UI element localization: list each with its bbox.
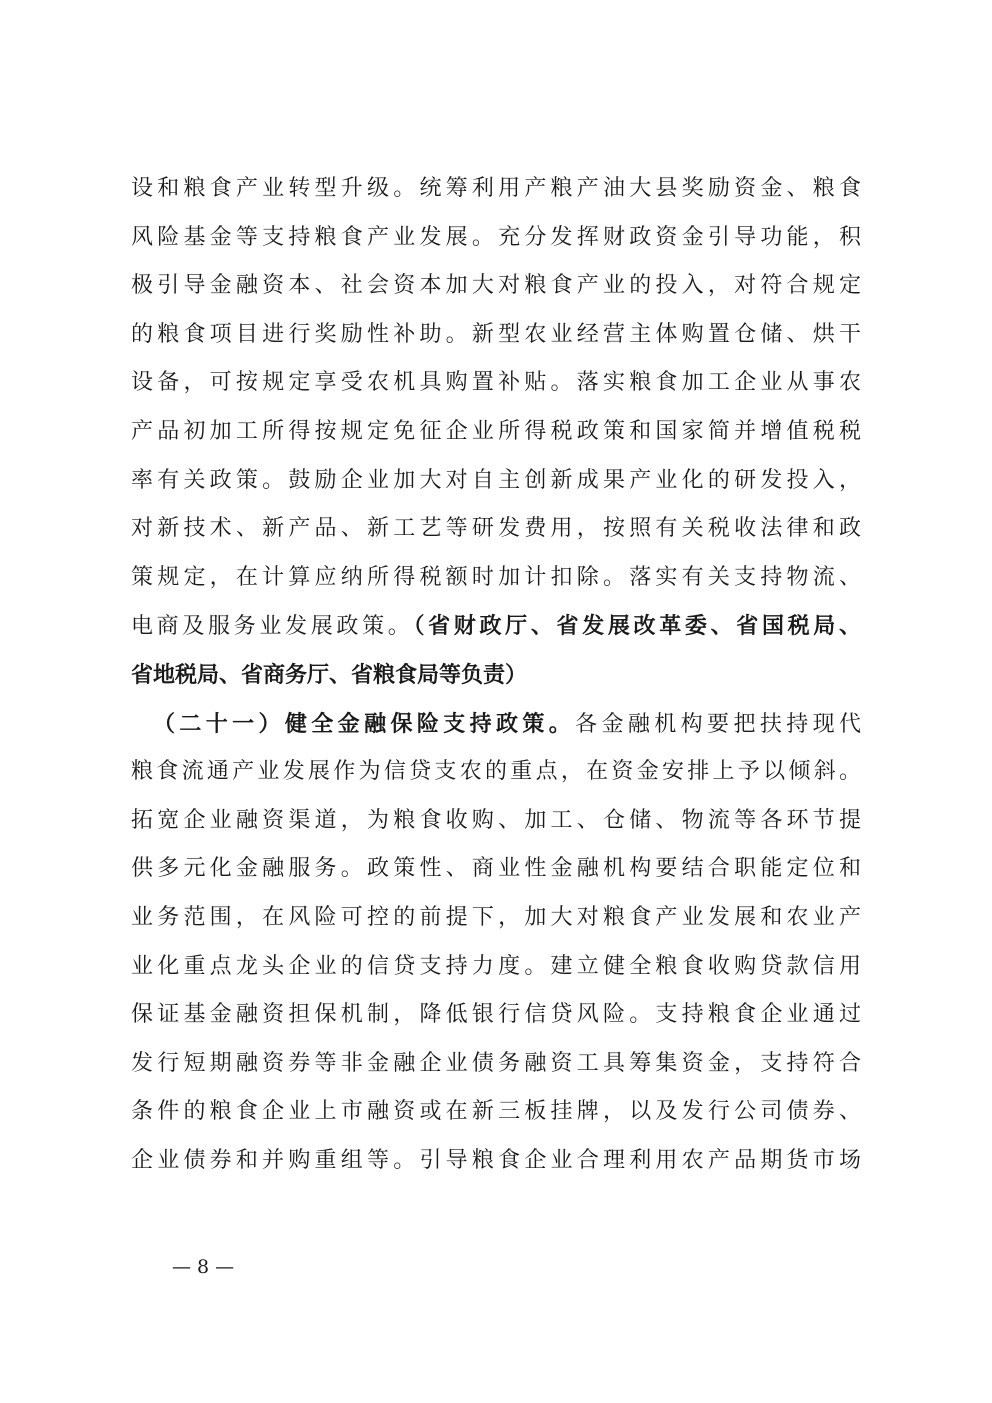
text-line: 极引导金融资本、社会资本加大对粮食产业的投入，对符合规定 [131,273,861,299]
text-line: 保证基金融资担保机制，降低银行信贷风险。支持粮食企业通过 [131,1002,861,1028]
text-line: 设和粮食产业转型升级。统筹利用产粮产油大县奖励资金、粮食 [131,176,861,201]
text-line: 设备，可按规定享受农机具购置补贴。落实粮食加工企业从事农 [131,370,861,396]
section-heading: （二十一）健全金融保险支持政策。 [153,710,576,737]
text-line: 供多元化金融服务。政策性、商业性金融机构要结合职能定位和 [131,856,861,882]
responsible-departments-1: （省财政厅、省发展改革委、省国税局、 [413,613,861,640]
page-number: — 8 — [172,1256,235,1278]
body-text [131,165,861,1185]
text-line: 风险基金等支持粮食产业发展。充分发挥财政资金引导功能，积 [131,224,861,250]
text-line: 业化重点龙头企业的信贷支持力度。建立健全粮食收购贷款信用 [131,953,861,979]
text-line: 拓宽企业融资渠道，为粮食收购、加工、仓储、物流等各环节提 [131,807,861,833]
text-line: 企业债券和并购重组等。引导粮食企业合理利用农产品期货市场 [131,1147,861,1173]
text-line: 发行短期融资券等非金融企业债务融资工具筹集资金，支持符合 [131,1050,861,1076]
text-segment: 各金融机构要把扶持现代 [575,711,861,737]
text-segment: 电商及服务业发展政策。 [131,614,414,640]
text-line: 业务范围，在风险可控的前提下，加大对粮食产业发展和农业产 [131,904,861,930]
text-line: 对新技术、新产品、新工艺等研发费用，按照有关税收法律和政 [131,516,861,542]
text-line: 率有关政策。鼓励企业加大对自主创新成果产业化的研发投入， [131,467,861,493]
text-line: 产品初加工所得按规定免征企业所得税政策和国家简并增值税税 [131,418,861,444]
text-line: 策规定，在计算应纳所得税额时加计扣除。落实有关支持物流、 [131,564,861,590]
responsible-departments-text: 省地税局、省商务厅、省粮食局等负责） [131,661,528,688]
responsible-departments-2 [131,651,861,700]
text-line: 条件的粮食企业上市融资或在新三板挂牌，以及发行公司债券、 [131,1099,861,1125]
text-line: 粮食流通产业发展作为信贷支农的重点，在资金安排上予以倾斜。 [131,759,861,785]
text-line-mixed [131,602,861,651]
section-heading-line [131,700,861,749]
text-line: 的粮食项目进行奖励性补助。新型农业经营主体购置仓储、烘干 [131,321,861,347]
